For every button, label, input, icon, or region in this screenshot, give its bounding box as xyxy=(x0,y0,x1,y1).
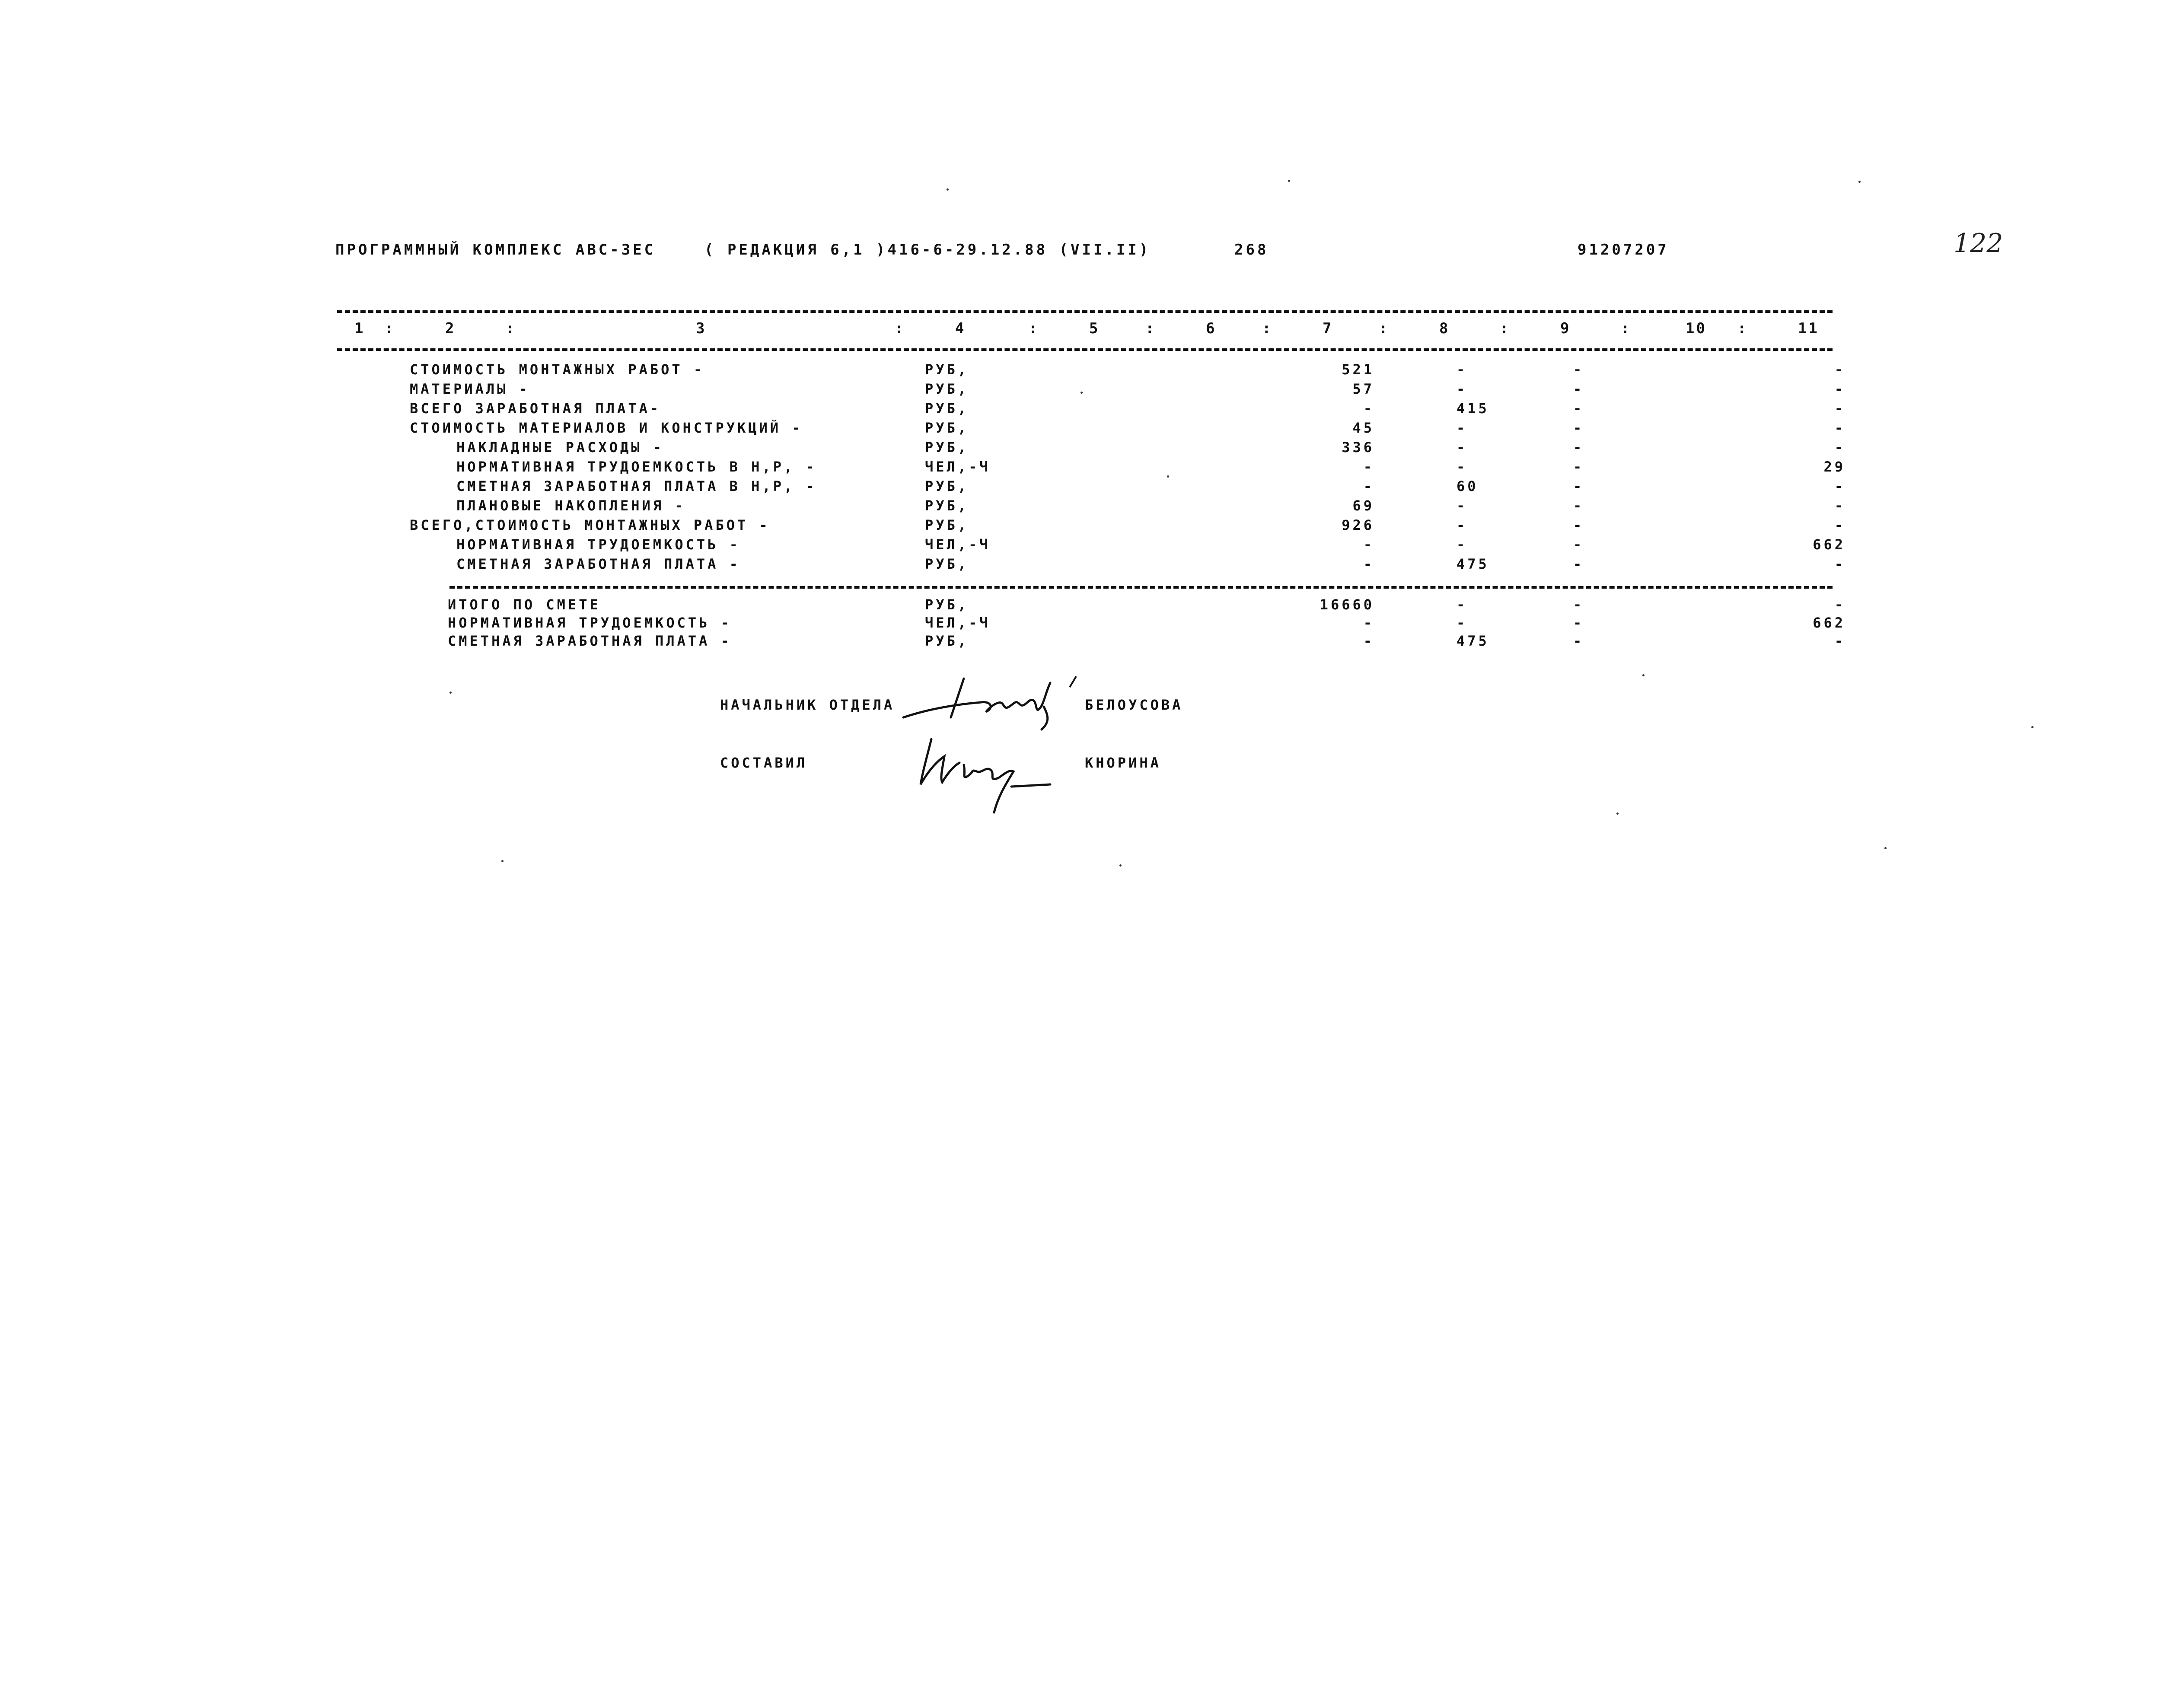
row-value-col7: 45 xyxy=(1352,420,1374,436)
column-separator: : xyxy=(1029,320,1039,337)
row-value-col9: - xyxy=(1573,478,1584,494)
row-value-col7: - xyxy=(1363,556,1374,572)
row-description: ИТОГО ПО СМЕТЕ xyxy=(448,596,601,613)
row-description: СТОИМОСТЬ МАТЕРИАЛОВ И КОНСТРУКЦИЙ - xyxy=(410,420,803,436)
row-unit: РУБ, xyxy=(925,361,969,378)
row-value-col11: - xyxy=(1834,517,1845,533)
row-unit: РУБ, xyxy=(925,381,969,397)
table-row xyxy=(0,536,2161,555)
row-description: НОРМАТИВНАЯ ТРУДОЕМКОСТЬ - xyxy=(456,536,740,553)
table-row xyxy=(0,439,2161,458)
row-value-col7: 16660 xyxy=(1320,596,1374,613)
row-unit: РУБ, xyxy=(925,478,969,494)
totals-rule xyxy=(449,586,1833,589)
row-description: НОРМАТИВНАЯ ТРУДОЕМКОСТЬ - xyxy=(448,615,732,631)
head-of-department-label: НАЧАЛЬНИК ОТДЕЛА xyxy=(720,697,895,713)
head-signature xyxy=(895,674,1093,739)
row-value-col8: - xyxy=(1457,596,1468,613)
scan-speck xyxy=(1884,847,1887,849)
table-top-rule xyxy=(337,310,1833,313)
row-value-col7: - xyxy=(1363,633,1374,649)
row-value-col7: 521 xyxy=(1342,361,1374,378)
row-unit: РУБ, xyxy=(925,400,969,417)
row-description: МАТЕРИАЛЫ - xyxy=(410,381,530,397)
row-value-col11: - xyxy=(1834,420,1845,436)
row-value-col7: 57 xyxy=(1352,381,1374,397)
scan-speck xyxy=(1119,864,1122,867)
table-row xyxy=(0,361,2161,380)
row-value-col9: - xyxy=(1573,361,1584,378)
row-value-col11: - xyxy=(1834,381,1845,397)
row-value-col7: 336 xyxy=(1342,439,1374,456)
row-value-col11: - xyxy=(1834,633,1845,649)
table-row xyxy=(0,459,2161,478)
row-value-col11: 662 xyxy=(1813,615,1845,631)
row-value-col11: - xyxy=(1834,361,1845,378)
table-row xyxy=(0,381,2161,400)
row-value-col7: 926 xyxy=(1342,517,1374,533)
row-value-col7: - xyxy=(1363,459,1374,475)
scan-speck xyxy=(1642,674,1645,676)
row-description: СМЕТНАЯ ЗАРАБОТНАЯ ПЛАТА - xyxy=(448,633,732,649)
column-number: 6 xyxy=(1206,320,1217,337)
column-number: 3 xyxy=(696,320,707,337)
row-value-col8: - xyxy=(1457,459,1468,475)
row-description: НАКЛАДНЫЕ РАСХОДЫ - xyxy=(456,439,664,456)
table-row xyxy=(0,478,2161,497)
row-value-col9: - xyxy=(1573,556,1584,572)
row-unit: РУБ, xyxy=(925,439,969,456)
row-unit: РУБ, xyxy=(925,556,969,572)
row-value-col11: - xyxy=(1834,439,1845,456)
row-description: СМЕТНАЯ ЗАРАБОТНАЯ ПЛАТА В Н,Р, - xyxy=(456,478,817,494)
column-number: 11 xyxy=(1798,320,1819,337)
column-number: 7 xyxy=(1323,320,1333,337)
row-value-col8: 415 xyxy=(1457,400,1489,417)
row-value-col11: 29 xyxy=(1823,459,1845,475)
row-value-col9: - xyxy=(1573,381,1584,397)
table-row xyxy=(0,497,2161,516)
column-number: 10 xyxy=(1686,320,1707,337)
row-description: ВСЕГО ЗАРАБОТНАЯ ПЛАТА- xyxy=(410,400,661,417)
table-row xyxy=(0,400,2161,419)
row-value-col8: - xyxy=(1457,536,1468,553)
row-unit: РУБ, xyxy=(925,517,969,533)
row-unit: РУБ, xyxy=(925,633,969,649)
scan-speck xyxy=(1616,813,1619,815)
row-description: НОРМАТИВНАЯ ТРУДОЕМКОСТЬ В Н,Р, - xyxy=(456,459,817,475)
row-unit: РУБ, xyxy=(925,497,969,514)
column-number: 8 xyxy=(1439,320,1450,337)
row-value-col9: - xyxy=(1573,536,1584,553)
column-number: 4 xyxy=(955,320,966,337)
table-row xyxy=(0,517,2161,536)
column-number: 2 xyxy=(445,320,456,337)
row-value-col11: - xyxy=(1834,497,1845,514)
row-value-col8: - xyxy=(1457,381,1468,397)
totals-row xyxy=(0,633,2161,652)
row-value-col11: - xyxy=(1834,400,1845,417)
head-of-department-name: БЕЛОУСОВА xyxy=(1085,697,1183,713)
row-description: ПЛАНОВЫЕ НАКОПЛЕНИЯ - xyxy=(456,497,686,514)
row-value-col11: 662 xyxy=(1813,536,1845,553)
row-value-col7: - xyxy=(1363,536,1374,553)
scan-speck xyxy=(1288,180,1290,182)
row-description: ВСЕГО,СТОИМОСТЬ МОНТАЖНЫХ РАБОТ - xyxy=(410,517,770,533)
column-separator: : xyxy=(1262,320,1273,337)
row-unit: ЧЕЛ,-Ч xyxy=(925,459,991,475)
compiler-name: КНОРИНА xyxy=(1085,755,1161,771)
row-value-col8: - xyxy=(1457,615,1468,631)
row-value-col9: - xyxy=(1573,497,1584,514)
row-value-col8: - xyxy=(1457,420,1468,436)
compiler-label: СОСТАВИЛ xyxy=(720,755,808,771)
scan-speck xyxy=(1167,475,1169,478)
scan-speck xyxy=(501,860,504,862)
row-value-col9: - xyxy=(1573,459,1584,475)
row-value-col8: - xyxy=(1457,517,1468,533)
row-value-col9: - xyxy=(1573,615,1584,631)
row-value-col8: 475 xyxy=(1457,556,1489,572)
column-separator: : xyxy=(506,320,516,337)
row-unit: ЧЕЛ,-Ч xyxy=(925,536,991,553)
header-bottom-rule xyxy=(337,348,1833,351)
row-description: СТОИМОСТЬ МОНТАЖНЫХ РАБОТ - xyxy=(410,361,705,378)
scan-speck xyxy=(1858,181,1861,183)
scan-speck xyxy=(449,691,452,694)
compiler-signature xyxy=(912,730,1068,817)
column-number: 9 xyxy=(1560,320,1571,337)
row-unit: РУБ, xyxy=(925,596,969,613)
row-value-col9: - xyxy=(1573,517,1584,533)
page-number-handwritten: 122 xyxy=(1954,228,2003,258)
table-row xyxy=(0,420,2161,439)
row-unit: ЧЕЛ,-Ч xyxy=(925,615,991,631)
document-number: 268 xyxy=(1234,241,1269,258)
row-value-col7: - xyxy=(1363,478,1374,494)
column-separator: : xyxy=(1500,320,1511,337)
row-value-col9: - xyxy=(1573,633,1584,649)
row-value-col11: - xyxy=(1834,478,1845,494)
row-value-col9: - xyxy=(1573,596,1584,613)
program-title: ПРОГРАММНЫЙ КОМПЛЕКС АВС-3ЕС xyxy=(335,241,656,258)
column-separator: : xyxy=(1379,320,1390,337)
row-value-col7: 69 xyxy=(1352,497,1374,514)
edition-info: ( РЕДАКЦИЯ 6,1 )416-6-29.12.88 (VII.II) xyxy=(704,241,1151,258)
column-separator: : xyxy=(1145,320,1156,337)
row-description: СМЕТНАЯ ЗАРАБОТНАЯ ПЛАТА - xyxy=(456,556,740,572)
column-separator: : xyxy=(1737,320,1748,337)
row-value-col11: - xyxy=(1834,556,1845,572)
document-code: 91207207 xyxy=(1578,241,1669,258)
row-value-col9: - xyxy=(1573,420,1584,436)
totals-row xyxy=(0,596,2161,615)
scan-speck xyxy=(2031,726,2034,728)
row-value-col8: - xyxy=(1457,497,1468,514)
scan-speck xyxy=(1080,392,1083,394)
row-value-col9: - xyxy=(1573,439,1584,456)
totals-row xyxy=(0,615,2161,634)
row-value-col8: - xyxy=(1457,439,1468,456)
row-unit: РУБ, xyxy=(925,420,969,436)
row-value-col8: 475 xyxy=(1457,633,1489,649)
column-number: 1 xyxy=(354,320,365,337)
row-value-col7: - xyxy=(1363,400,1374,417)
row-value-col8: 60 xyxy=(1457,478,1479,494)
column-number: 5 xyxy=(1089,320,1100,337)
column-separator: : xyxy=(895,320,905,337)
row-value-col9: - xyxy=(1573,400,1584,417)
row-value-col7: - xyxy=(1363,615,1374,631)
row-value-col11: - xyxy=(1834,596,1845,613)
column-separator: : xyxy=(1621,320,1632,337)
column-separator: : xyxy=(385,320,395,337)
table-row xyxy=(0,556,2161,575)
scan-speck xyxy=(947,188,949,191)
row-value-col8: - xyxy=(1457,361,1468,378)
